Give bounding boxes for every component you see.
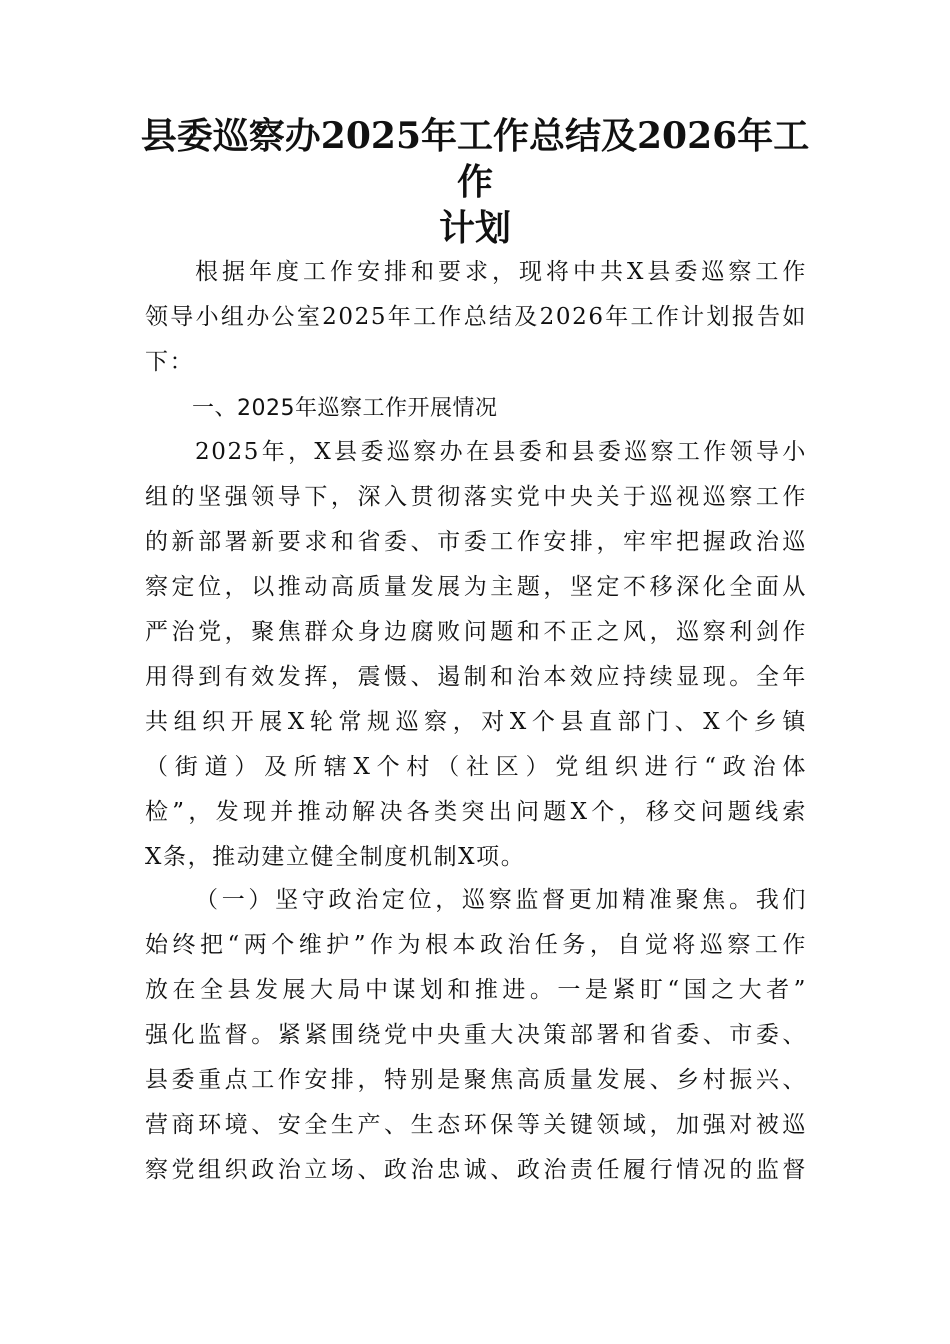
paragraph-line: 县委重点工作安排，特别是聚焦高质量发展、乡村振兴、 [145, 1067, 807, 1093]
intro-paragraph [145, 250, 807, 385]
paragraph-line: 营商环境、安全生产、生态环保等关键领域，加强对被巡 [145, 1112, 807, 1138]
paragraph-line: （街道）及所辖X个村（社区）党组织进行“政治体 [145, 754, 807, 780]
intro-line: 根据年度工作安排和要求，现将中共X县委巡察工作 [195, 259, 807, 285]
title-line-2: 计划 [438, 207, 511, 249]
section-heading-1: 一、2025年巡察工作开展情况 [192, 396, 498, 421]
paragraph-line: 始终把“两个维护”作为根本政治任务，自觉将巡察工作 [145, 932, 807, 958]
document-title [140, 113, 810, 251]
paragraph-line: 察党组织政治立场、政治忠诚、政治责任履行情况的监督 [145, 1157, 807, 1183]
paragraph-line: （一）坚守政治定位，巡察监督更加精准聚焦。我们 [195, 887, 807, 913]
intro-line: 领导小组办公室2025年工作总结及2026年工作计划报告如 [145, 304, 807, 330]
intro-line: 下： [145, 349, 195, 375]
section1-paragraph [145, 430, 807, 880]
paragraph-line: X条，推动建立健全制度机制X项。 [145, 844, 526, 870]
paragraph-line: 察定位，以推动高质量发展为主题，坚定不移深化全面从 [145, 574, 807, 600]
paragraph-line: 强化监督。紧紧围绕党中央重大决策部署和省委、市委、 [145, 1022, 807, 1048]
paragraph-line: 放在全县发展大局中谋划和推进。一是紧盯“国之大者” [145, 977, 807, 1003]
paragraph-line: 共组织开展X轮常规巡察，对X个县直部门、X个乡镇 [145, 709, 807, 735]
paragraph-line: 严治党，聚焦群众身边腐败问题和不正之风，巡察利剑作 [145, 619, 807, 645]
paragraph-line: 检”，发现并推动解决各类突出问题X个，移交问题线索 [145, 799, 807, 825]
paragraph-line: 用得到有效发挥，震慑、遏制和治本效应持续显现。全年 [145, 664, 807, 690]
paragraph-line: 的新部署新要求和省委、市委工作安排，牢牢把握政治巡 [145, 529, 807, 555]
paragraph-line: 2025年，X县委巡察办在县委和县委巡察工作领导小 [195, 439, 807, 465]
paragraph-line: 组的坚强领导下，深入贯彻落实党中央关于巡视巡察工作 [145, 484, 807, 510]
title-line-1: 县委巡察办2025年工作总结及2026年工作 [140, 115, 810, 203]
subsection1-paragraph [145, 878, 807, 1193]
